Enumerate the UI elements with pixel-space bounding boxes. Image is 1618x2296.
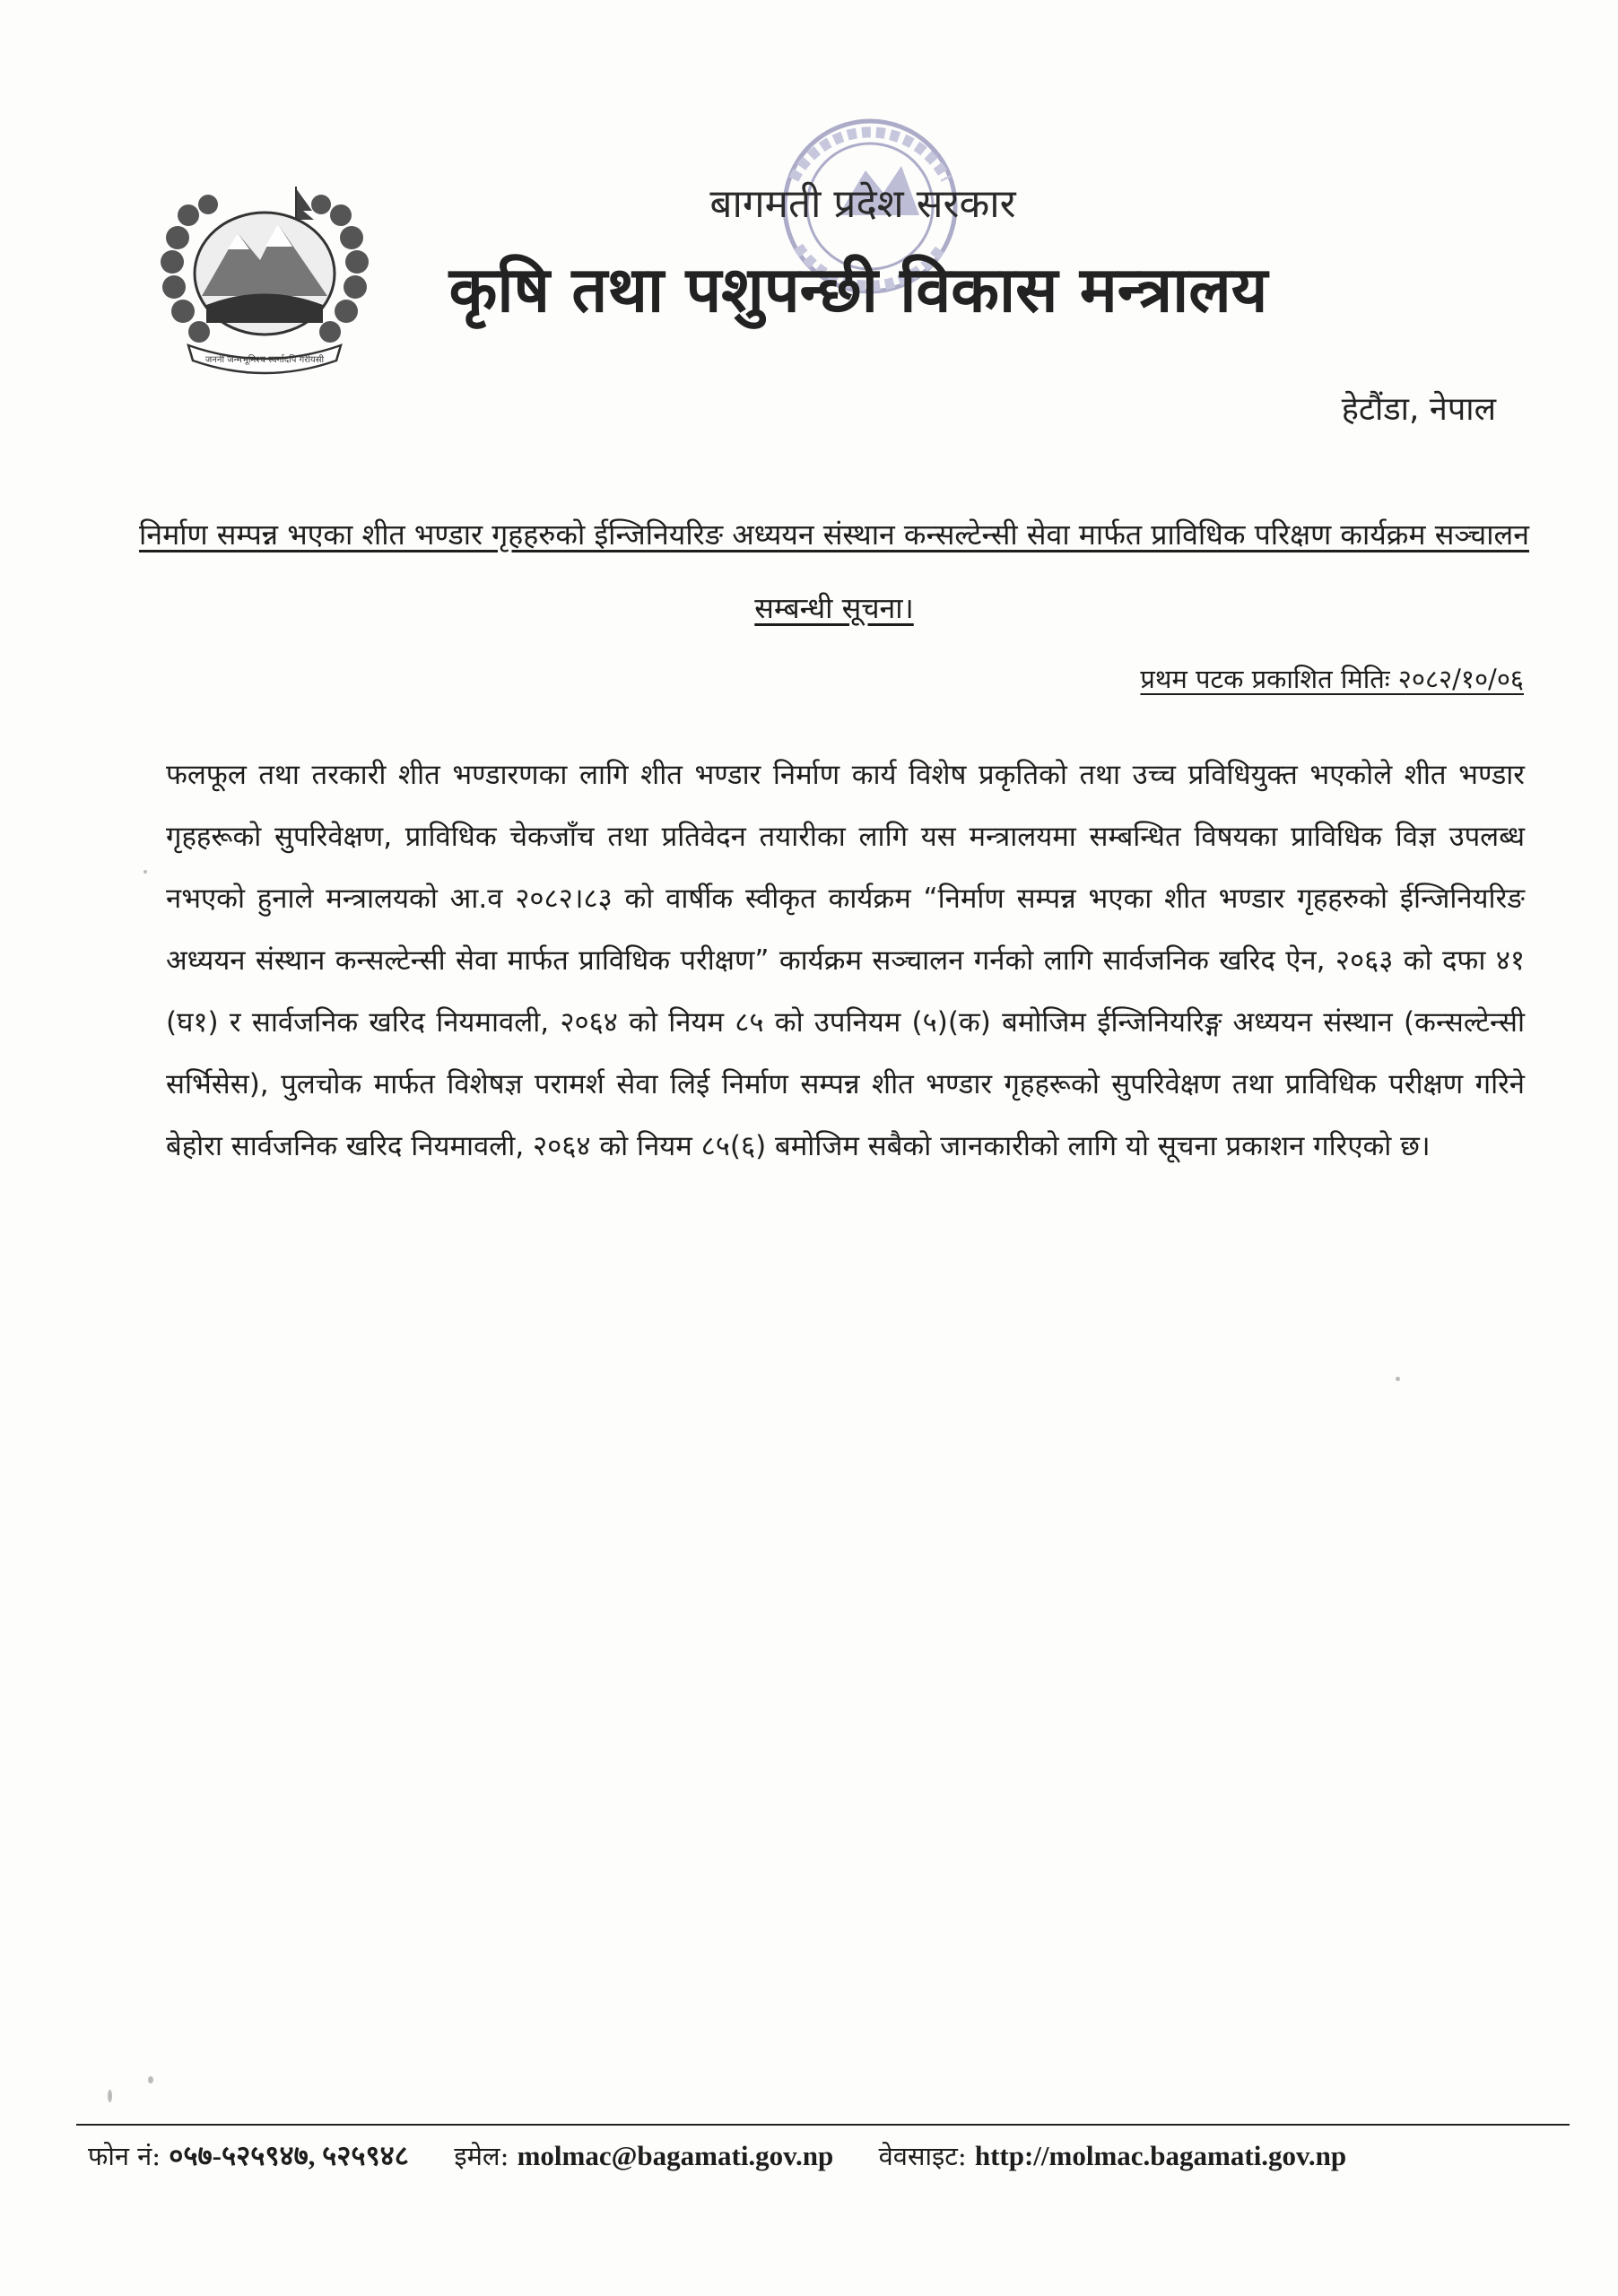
scan-speck (144, 870, 147, 874)
svg-text:जननी जन्मभूमिश्च स्वर्गादपि गर: जननी जन्मभूमिश्च स्वर्गादपि गरीयसी (204, 355, 325, 365)
published-date: प्रथम पटक प्रकाशित मितिः २०८२/१०/०६ (1140, 664, 1524, 694)
notice-body: फलफूल तथा तरकारी शीत भण्डारणका लागि शीत भण्डार निर्माण कार्य विशेष प्रकृतिको तथा उच्च प्रविधियुक्त भएकोले शीत भण्डार गृहहरूको सुपरिवेक्षण, प्राविधिक चेकजाँच तथा प्रतिवेदन तयारीका लागि यस मन्त्रालयमा सम्बन्धित विषयका प्राविधिक विज्ञ उपलब्ध नभएको हुनाले मन्त्रालयको आ.व २०८२।८३ को वार्षीक स्वीकृत कार्यक्रम “निर्माण सम्पन्न भएका शीत भण्डार गृहहरुको ईन्जिनियरिङ अध्ययन संस्थान कन्सल्टेन्सी सेवा मार्फत प्राविधिक परीक्षण” कार्यक्रम सञ्चालन गर्नको लागि सार्वजनिक खरिद ऐन, २०६३ को दफा ४१ (घ१) र सार्वजनिक खरिद नियमावली, २०६४ को नियम ८५ को उपनियम (५)(क) बमोजिम ईन्जिनियरिङ्ग अध्ययन संस्थान (कन्सल्टेन्सी सर्भिसेस), पुलचोक मार्फत विशेषज्ञ परामर्श सेवा लिई निर्माण सम्पन्न शीत भण्डार गृहहरूको सुपरिवेक्षण तथा प्राविधिक परीक्षण गरिने बेहोरा सार्वजनिक खरिद नियमावली, २०६४ को नियम ८५(६) बमोजिम सबैको जानकारीको लागि यो सूचना प्रकाशन गरिएको छ। (166, 759, 1525, 1162)
footer-divider (76, 2124, 1570, 2126)
ministry-name: कृषि तथा पशुपन्छी विकास मन्त्रालय (448, 253, 1268, 326)
email-label: इमेल: (454, 2141, 509, 2171)
scan-speck (1396, 1377, 1400, 1381)
notice-title: निर्माण सम्पन्न भएका शीत भण्डार गृहहरुको ईन्जिनियरिङ अध्ययन संस्थान कन्सल्टेन्सी सेवा मार्फत प्राविधिक परिक्षण कार्यक्रम सञ्चालन सम्बन्धी सूचना। (139, 517, 1529, 625)
website-link[interactable]: http://molmac.bagamati.gov.np (974, 2140, 1347, 2171)
government-name: बागमती प्रदेश सरकार (709, 181, 1016, 227)
scan-speck (108, 2090, 112, 2102)
email-link[interactable]: molmac@bagamati.gov.np (517, 2140, 834, 2171)
website-label: वेवसाइट: (878, 2141, 967, 2171)
location-text: हेटौंडा, नेपाल (1341, 391, 1496, 428)
footer-contact (88, 2136, 1346, 2174)
phone-label: फोन नं: (88, 2141, 161, 2171)
phone-value: ०५७-५२५९४७, ५२५९४८ (169, 2140, 409, 2171)
scan-speck (148, 2076, 153, 2083)
